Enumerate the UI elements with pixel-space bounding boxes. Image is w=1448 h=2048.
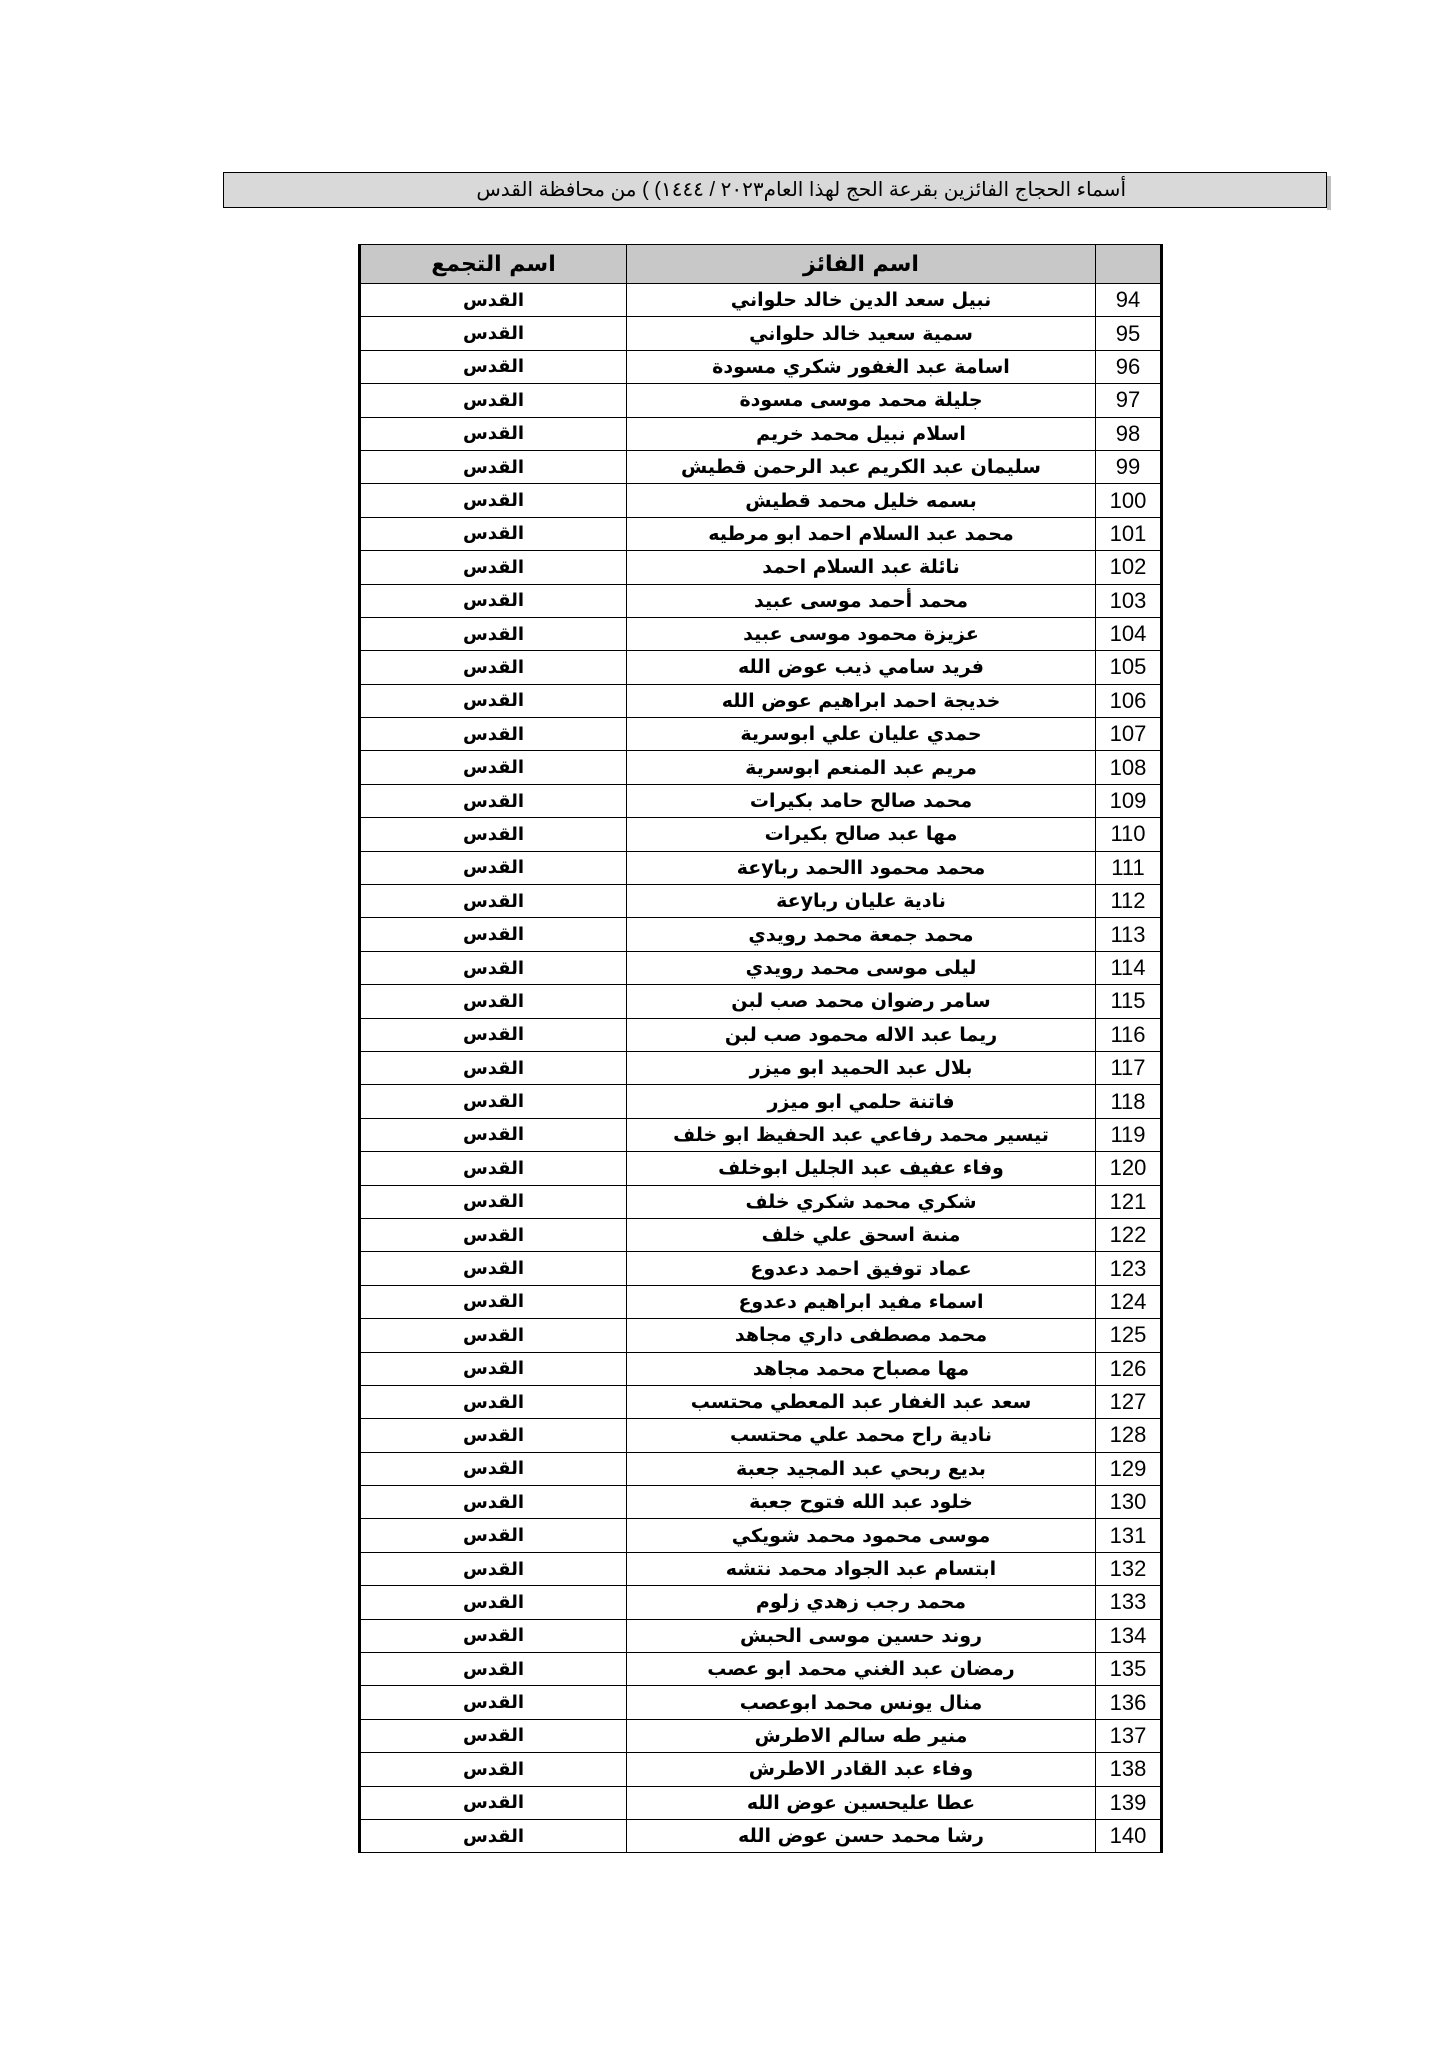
group-name: القدس [360,1586,627,1619]
row-number: 107 [1096,718,1162,751]
winner-name: مريم عبد المنعم ابوسرية [627,751,1096,784]
group-name: القدس [360,885,627,918]
group-name: القدس [360,1352,627,1385]
row-number: 101 [1096,517,1162,550]
group-name: القدس [360,651,627,684]
row-number: 99 [1096,450,1162,483]
group-name: القدس [360,1653,627,1686]
table-row [360,784,1162,817]
winner-name: اسلام نبيل محمد خريم [627,417,1096,450]
group-name: القدس [360,617,627,650]
group-name: القدس [360,1819,627,1852]
row-number: 140 [1096,1819,1162,1852]
winner-name: سامر رضوان محمد صب لبن [627,985,1096,1018]
winner-name: نبيل سعد الدين خالد حلواني [627,284,1096,317]
group-name: القدس [360,1753,627,1786]
row-number: 130 [1096,1486,1162,1519]
group-name: القدس [360,718,627,751]
header-name: اسم الفائز [627,245,1096,284]
table-row [360,851,1162,884]
group-name: القدس [360,1385,627,1418]
winners-table [358,244,1163,1853]
group-name: القدس [360,1319,627,1352]
row-number: 119 [1096,1118,1162,1151]
table-row [360,1753,1162,1786]
group-name: القدس [360,1085,627,1118]
row-number: 138 [1096,1753,1162,1786]
row-number: 97 [1096,384,1162,417]
row-number: 102 [1096,551,1162,584]
row-number: 126 [1096,1352,1162,1385]
winner-name: محمد رجب زهدي زلوم [627,1586,1096,1619]
table-row [360,1085,1162,1118]
row-number: 136 [1096,1686,1162,1719]
row-number: 96 [1096,350,1162,383]
row-number: 104 [1096,617,1162,650]
row-number: 134 [1096,1619,1162,1652]
group-name: القدس [360,1419,627,1452]
row-number: 116 [1096,1018,1162,1051]
winner-name: موسى محمود محمد شويكي [627,1519,1096,1552]
table-row [360,284,1162,317]
table-row [360,584,1162,617]
row-number: 139 [1096,1786,1162,1819]
table-row [360,1586,1162,1619]
table-row [360,617,1162,650]
group-name: القدس [360,784,627,817]
winner-name: محمد عبد السلام احمد ابو مرطيه [627,517,1096,550]
group-name: القدس [360,1285,627,1318]
winner-name: عزيزة محمود موسى عبيد [627,617,1096,650]
winner-name: اسماء مفيد ابراهيم دعدوع [627,1285,1096,1318]
table-body [360,284,1162,1853]
row-number: 122 [1096,1218,1162,1251]
winner-name: محمد محمود االحمد رباyعة [627,851,1096,884]
table-row [360,1152,1162,1185]
group-name: القدس [360,951,627,984]
row-number: 105 [1096,651,1162,684]
group-name: القدس [360,985,627,1018]
table-row [360,1653,1162,1686]
winner-name: فريد سامي ذيب عوض الله [627,651,1096,684]
group-name: القدس [360,1018,627,1051]
table-row [360,1385,1162,1418]
table-row [360,1519,1162,1552]
winner-name: فاتنة حلمي ابو ميزر [627,1085,1096,1118]
winner-name: بلال عبد الحميد ابو ميزر [627,1051,1096,1084]
group-name: القدس [360,851,627,884]
table-row [360,1786,1162,1819]
row-number: 137 [1096,1719,1162,1752]
row-number: 98 [1096,417,1162,450]
winner-name: جليلة محمد موسى مسودة [627,384,1096,417]
group-name: القدس [360,818,627,851]
row-number: 100 [1096,484,1162,517]
header-number [1096,245,1162,284]
winner-name: عطا عليحسين عوض الله [627,1786,1096,1819]
winner-name: سمية سعيد خالد حلواني [627,317,1096,350]
table-row [360,317,1162,350]
group-name: القدس [360,684,627,717]
winner-name: محمد جمعة محمد رويدي [627,918,1096,951]
table-row [360,417,1162,450]
winner-name: رشا محمد حسن عوض الله [627,1819,1096,1852]
group-name: القدس [360,317,627,350]
row-number: 110 [1096,818,1162,851]
table-row [360,718,1162,751]
winner-name: ليلى موسى محمد رويدي [627,951,1096,984]
row-number: 120 [1096,1152,1162,1185]
table-row [360,350,1162,383]
winner-name: اسامة عبد الغفور شكري مسودة [627,350,1096,383]
table-row [360,1051,1162,1084]
table-row [360,1285,1162,1318]
winner-name: مها عبد صالح بكيرات [627,818,1096,851]
row-number: 114 [1096,951,1162,984]
winner-name: محمد صالح حامد بكيرات [627,784,1096,817]
group-name: القدس [360,918,627,951]
table-row [360,1552,1162,1585]
row-number: 121 [1096,1185,1162,1218]
winner-name: وفاء عفيف عبد الجليل ابوخلف [627,1152,1096,1185]
winner-name: محمد مصطفى داري مجاهد [627,1319,1096,1352]
row-number: 108 [1096,751,1162,784]
row-number: 111 [1096,851,1162,884]
row-number: 115 [1096,985,1162,1018]
table-row [360,1452,1162,1485]
row-number: 127 [1096,1385,1162,1418]
group-name: القدس [360,1519,627,1552]
table-row [360,484,1162,517]
winner-name: مها مصباح محمد مجاهد [627,1352,1096,1385]
row-number: 103 [1096,584,1162,617]
group-name: القدس [360,1452,627,1485]
table-row [360,651,1162,684]
table-row [360,517,1162,550]
winner-name: وفاء عبد القادر الاطرش [627,1753,1096,1786]
group-name: القدس [360,1185,627,1218]
winner-name: خلود عبد الله فتوح جعبة [627,1486,1096,1519]
row-number: 135 [1096,1653,1162,1686]
row-number: 106 [1096,684,1162,717]
table-row [360,951,1162,984]
winner-name: نائلة عبد السلام احمد [627,551,1096,584]
table-row [360,1719,1162,1752]
group-name: القدس [360,417,627,450]
group-name: القدس [360,1486,627,1519]
table-row [360,918,1162,951]
row-number: 117 [1096,1051,1162,1084]
row-number: 124 [1096,1285,1162,1318]
winner-name: منىة اسحق علي خلف [627,1218,1096,1251]
winner-name: منال يونس محمد ابوعصب [627,1686,1096,1719]
row-number: 132 [1096,1552,1162,1585]
header-group: اسم التجمع [360,245,627,284]
winner-name: حمدي عليان علي ابوسرية [627,718,1096,751]
table-row [360,1185,1162,1218]
winner-name: سعد عبد الغفار عبد المعطي محتسب [627,1385,1096,1418]
table-row [360,751,1162,784]
winner-name: سليمان عبد الكريم عبد الرحمن قطيش [627,450,1096,483]
row-number: 129 [1096,1452,1162,1485]
winner-name: محمد أحمد موسى عبيد [627,584,1096,617]
group-name: القدس [360,1051,627,1084]
group-name: القدس [360,551,627,584]
table-row [360,1252,1162,1285]
group-name: القدس [360,1552,627,1585]
row-number: 118 [1096,1085,1162,1118]
table-row [360,684,1162,717]
winner-name: شكري محمد شكري خلف [627,1185,1096,1218]
group-name: القدس [360,1118,627,1151]
table-row [360,1018,1162,1051]
table-row [360,450,1162,483]
group-name: القدس [360,751,627,784]
table-row [360,885,1162,918]
winner-name: ابتسام عبد الجواد محمد نتشه [627,1552,1096,1585]
table-row [360,1218,1162,1251]
group-name: القدس [360,484,627,517]
group-name: القدس [360,450,627,483]
document-title: أسماء الحجاج الفائزين بقرعة الحج لهذا العام٢٠٢٣ / ١٤٤٤) ) من محافظة القدس [223,172,1327,208]
row-number: 123 [1096,1252,1162,1285]
winner-name: بديع ربحي عبد المجيد جعبة [627,1452,1096,1485]
table-row [360,1686,1162,1719]
table-row [360,1486,1162,1519]
group-name: القدس [360,1686,627,1719]
winner-name: نادية راح محمد علي محتسب [627,1419,1096,1452]
table-row [360,985,1162,1018]
winner-name: تيسير محمد رفاعي عبد الحفيظ ابو خلف [627,1118,1096,1151]
winner-name: منير طه سالم الاطرش [627,1719,1096,1752]
winner-name: رمضان عبد الغني محمد ابو عصب [627,1653,1096,1686]
group-name: القدس [360,284,627,317]
group-name: القدس [360,1786,627,1819]
group-name: القدس [360,1252,627,1285]
header-row [360,245,1162,284]
table-row [360,1352,1162,1385]
row-number: 131 [1096,1519,1162,1552]
group-name: القدس [360,1619,627,1652]
row-number: 128 [1096,1419,1162,1452]
table-row [360,551,1162,584]
group-name: القدس [360,384,627,417]
table-row [360,384,1162,417]
winner-name: نادية عليان رباyعة [627,885,1096,918]
group-name: القدس [360,350,627,383]
table-row [360,1619,1162,1652]
table-row [360,1419,1162,1452]
row-number: 125 [1096,1319,1162,1352]
row-number: 109 [1096,784,1162,817]
row-number: 133 [1096,1586,1162,1619]
group-name: القدس [360,1218,627,1251]
row-number: 113 [1096,918,1162,951]
row-number: 95 [1096,317,1162,350]
table-row [360,818,1162,851]
table-row [360,1819,1162,1852]
table-header [360,245,1162,284]
winner-name: عماد توفيق احمد دعدوع [627,1252,1096,1285]
table-row [360,1118,1162,1151]
group-name: القدس [360,1719,627,1752]
winner-name: ريما عبد الاله محمود صب لبن [627,1018,1096,1051]
winner-name: بسمه خليل محمد قطيش [627,484,1096,517]
table-row [360,1319,1162,1352]
row-number: 94 [1096,284,1162,317]
winner-name: روند حسين موسى الحبش [627,1619,1096,1652]
group-name: القدس [360,584,627,617]
row-number: 112 [1096,885,1162,918]
group-name: القدس [360,1152,627,1185]
winner-name: خديجة احمد ابراهيم عوض الله [627,684,1096,717]
group-name: القدس [360,517,627,550]
